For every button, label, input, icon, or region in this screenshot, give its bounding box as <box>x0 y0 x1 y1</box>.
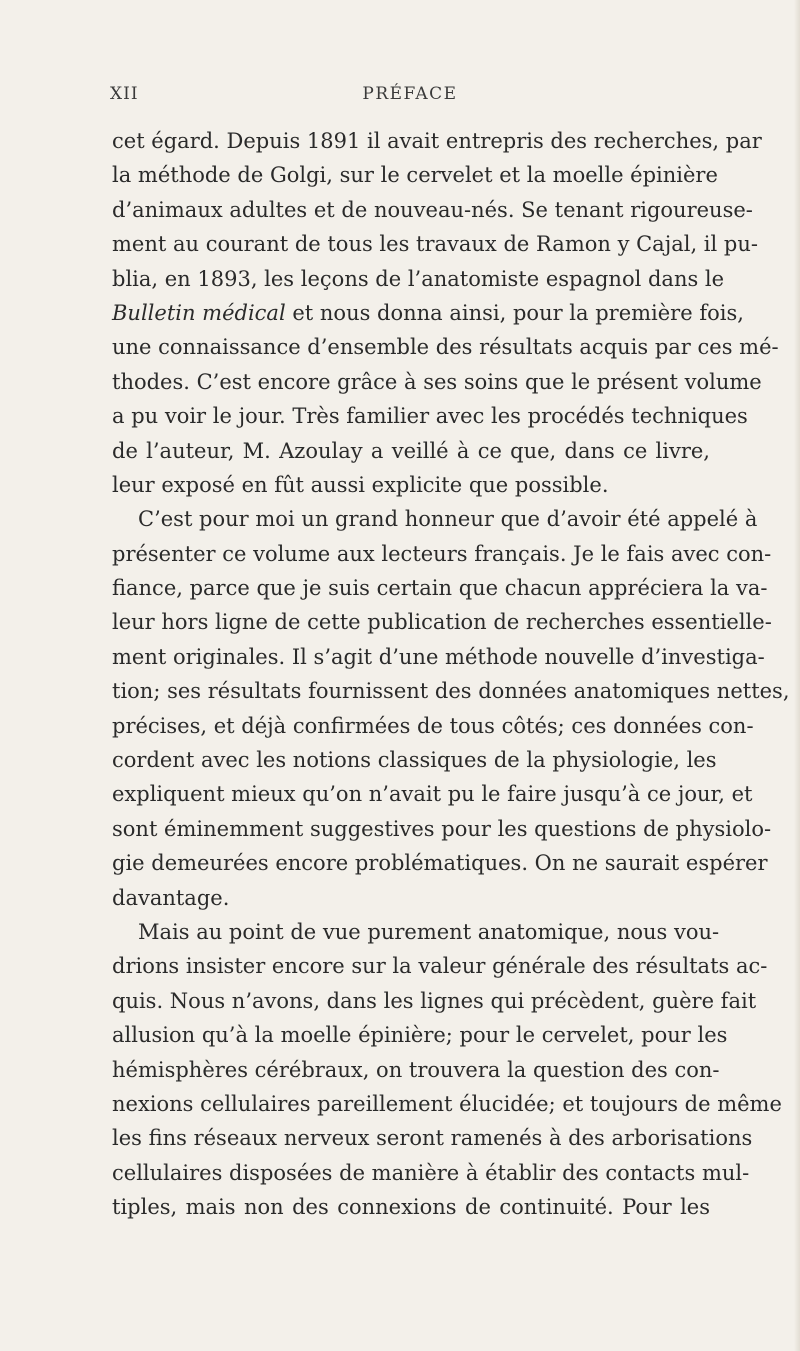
text-line: cet égard. Depuis 1891 il avait entrepris des recherches, par <box>112 129 762 153</box>
text-line: cellulaires disposées de manière à établir des contacts mul- <box>112 1160 750 1185</box>
text-line: les fins réseaux nerveux seront ramenés à des arborisations <box>112 1126 753 1151</box>
text-line: de l’auteur, M. Azoulay a veillé à ce que, dans ce livre, <box>112 438 710 463</box>
text-line: thodes. C’est encore grâce à ses soins que le présent volume <box>112 369 762 394</box>
text-line: ment au courant de tous les travaux de Ramon y Cajal, il pu- <box>112 232 758 257</box>
text-line: tion; ses résultats fournissent des données anatomiques nettes, <box>112 679 790 704</box>
text-line: expliquent mieux qu’on n’avait pu le faire jusqu’à ce jour, et <box>112 782 753 807</box>
page-number: XII <box>110 84 139 104</box>
text-line: une connaissance d’ensemble des résultats acquis par ces mé- <box>112 335 779 360</box>
text-line: fiance, parce que je suis certain que chacun appréciera la va- <box>112 576 768 601</box>
text-line: allusion qu’à la moelle épinière; pour le cervelet, pour les <box>112 1023 728 1048</box>
text-line: ment originales. Il s’agit d’une méthode nouvelle d’investiga- <box>112 644 765 669</box>
text-line: leur hors ligne de cette publication de recherches essentielle- <box>112 610 772 635</box>
body-text <box>112 124 790 1225</box>
text-line: présenter ce volume aux lecteurs français. Je le fais avec con- <box>112 541 772 566</box>
running-title: PRÉFACE <box>362 84 458 104</box>
page-edge-shadow <box>794 0 800 1351</box>
text-line-remainder: et nous donna ainsi, pour la première fois, <box>292 300 744 325</box>
text-line: quis. Nous n’avons, dans les lignes qui précèdent, guère fait <box>112 988 757 1013</box>
text-line: tiples, mais non des connexions de continuité. Pour les <box>112 1195 710 1220</box>
text-line: gie demeurées encore problématiques. On ne saurait espérer <box>112 851 768 876</box>
text-line: leur exposé en fût aussi explicite que possible. <box>112 472 609 497</box>
running-header <box>110 84 710 108</box>
text-line: d’animaux adultes et de nouveau-nés. Se tenant rigoureuse- <box>112 197 753 222</box>
text-line: nexions cellulaires pareillement élucidée; et toujours de même <box>112 1091 782 1116</box>
text-line: blia, en 1893, les leçons de l’anatomiste espagnol dans le <box>112 266 725 291</box>
text-line: sont éminemment suggestives pour les questions de physiolo- <box>112 816 772 841</box>
text-line-with-italic-title <box>112 296 744 330</box>
text-line: précises, et déjà confirmées de tous côtés; ces données con- <box>112 713 754 738</box>
text-line: cordent avec les notions classiques de la physiologie, les <box>112 748 717 773</box>
text-line: a pu voir le jour. Très familier avec les procédés techniques <box>112 404 748 429</box>
text-line: hémisphères cérébraux, on trouvera la question des con- <box>112 1057 720 1082</box>
italic-journal-title: Bulletin médical <box>112 300 286 325</box>
text-line: Mais au point de vue purement anatomique, nous vou- <box>138 919 720 944</box>
text-line: la méthode de Golgi, sur le cervelet et la moelle épinière <box>112 163 718 188</box>
text-line: davantage. <box>112 885 230 910</box>
text-line: drions insister encore sur la valeur générale des résultats ac- <box>112 954 768 979</box>
text-line: C’est pour moi un grand honneur que d’avoir été appelé à <box>138 507 758 532</box>
